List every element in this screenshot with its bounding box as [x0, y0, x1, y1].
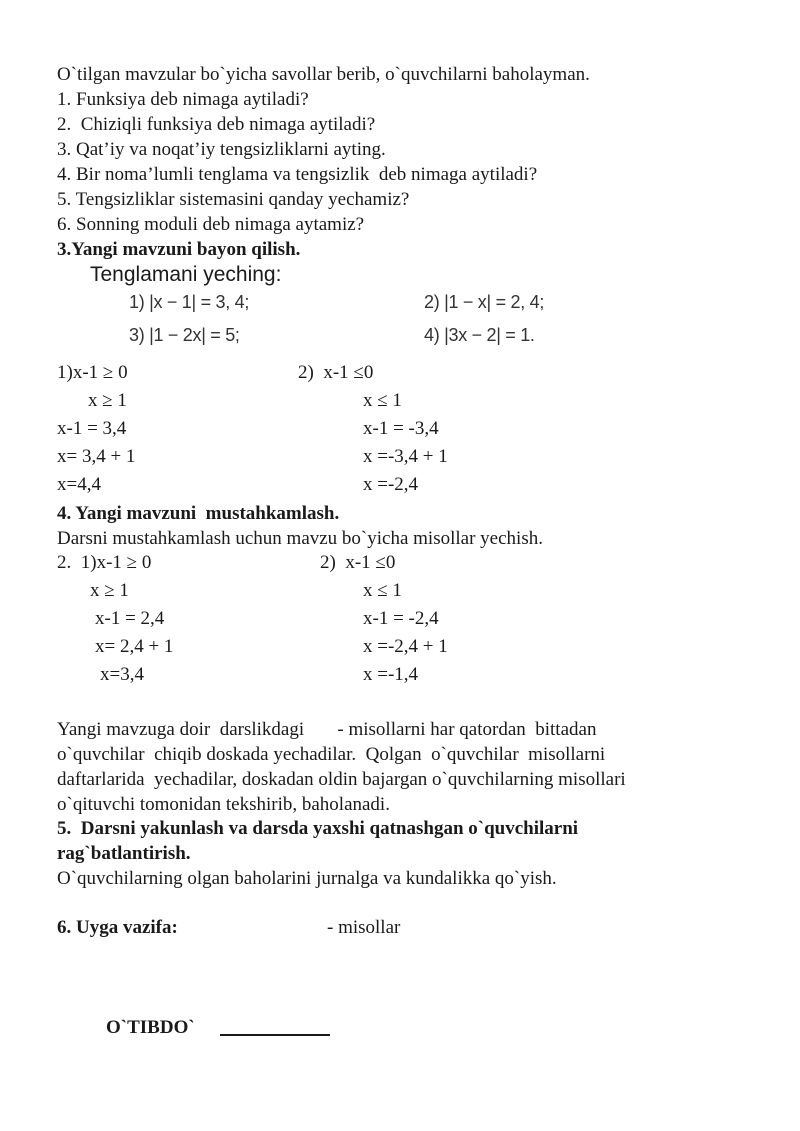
section3-title: Yangi mavzuni bayon qilish.: [71, 239, 301, 260]
section6-text: - misollar: [327, 917, 401, 938]
solution3-right-2: x ≤ 1: [363, 390, 402, 411]
section3-heading: [57, 239, 300, 261]
section3-number: 3.: [57, 239, 72, 260]
equation-3: 3) |1 − 2x| = 5;: [129, 325, 240, 345]
equation-4: 4) |3x − 2| = 1.: [424, 325, 535, 345]
equation-2: 2) |1 − x| = 2, 4;: [424, 292, 545, 312]
solution3-right-5: x =-2,4: [363, 474, 419, 495]
question-4: 4. Bir noma’lumli tenglama va tengsizlik deb nimaga aytiladi?: [57, 164, 538, 185]
solution3-left-4: x= 3,4 + 1: [57, 446, 136, 467]
section5-title-2: rag`batlantirish.: [57, 843, 191, 864]
section5-title-1: 5. Darsni yakunlash va darsda yaxshi qatnashgan o`quvchilarni: [57, 818, 579, 839]
solution4-left-2: x ≥ 1: [90, 580, 129, 601]
intro-line: O`tilgan mavzular bo`yicha savollar berib, o`quvchilarni baholayman.: [57, 64, 590, 85]
question-3: 3. Qat’iy va noqat’iy tengsizliklarni ayting.: [57, 139, 386, 160]
solution3-right-3: x-1 = -3,4: [363, 418, 439, 439]
solution4-left-5: x=3,4: [100, 664, 144, 685]
task-label: Tenglamani yeching:: [90, 263, 282, 286]
signature-blank-line: [220, 1034, 330, 1036]
solution3-left-2: x ≥ 1: [88, 390, 127, 411]
solution4-right-2: x ≤ 1: [363, 580, 402, 601]
solution4-right-1: 2) x-1 ≤0: [320, 552, 396, 573]
paragraph-line-3: daftarlarida yechadilar, doskadan oldin bajargan o`quvchilarning misollari: [57, 769, 626, 790]
solution4-right-5: x =-1,4: [363, 664, 419, 685]
section6-title: 6. Uyga vazifa:: [57, 917, 178, 938]
equation-1: 1) |x − 1| = 3, 4;: [129, 292, 250, 312]
solution3-left-1: 1)x-1 ≥ 0: [57, 362, 128, 383]
question-6: 6. Sonning moduli deb nimaga aytamiz?: [57, 214, 365, 235]
paragraph-line-4: o`qituvchi tomonidan tekshirib, baholanadi.: [57, 794, 390, 815]
solution4-right-3: x-1 = -2,4: [363, 608, 439, 629]
solution3-right-1: 2) x-1 ≤0: [298, 362, 374, 383]
section5-text: O`quvchilarning olgan baholarini jurnalga va kundalikka qo`yish.: [57, 868, 557, 889]
question-1: 1. Funksiya deb nimaga aytiladi?: [57, 89, 309, 110]
paragraph-line-1: Yangi mavzuga doir darslikdagi - misollarni har qatordan bittadan: [57, 719, 597, 740]
paragraph-line-2: o`quvchilar chiqib doskada yechadilar. Qolgan o`quvchilar misollarni: [57, 744, 606, 765]
solution4-left-3: x-1 = 2,4: [95, 608, 165, 629]
section4-text: Darsni mustahkamlash uchun mavzu bo`yicha misollar yechish.: [57, 528, 543, 549]
solution4-right-4: x =-2,4 + 1: [363, 636, 448, 657]
section4-title: 4. Yangi mavzuni mustahkamlash.: [57, 503, 340, 524]
footer-label: O`TIBDO`: [106, 1017, 195, 1038]
solution3-left-5: x=4,4: [57, 474, 101, 495]
question-5: 5. Tengsizliklar sistemasini qanday yechamiz?: [57, 189, 410, 210]
solution3-right-4: x =-3,4 + 1: [363, 446, 448, 467]
solution4-left-1: 2. 1)x-1 ≥ 0: [57, 552, 152, 573]
solution4-left-4: x= 2,4 + 1: [95, 636, 174, 657]
solution3-left-3: x-1 = 3,4: [57, 418, 127, 439]
question-2: 2. Chiziqli funksiya deb nimaga aytiladi?: [57, 114, 376, 135]
